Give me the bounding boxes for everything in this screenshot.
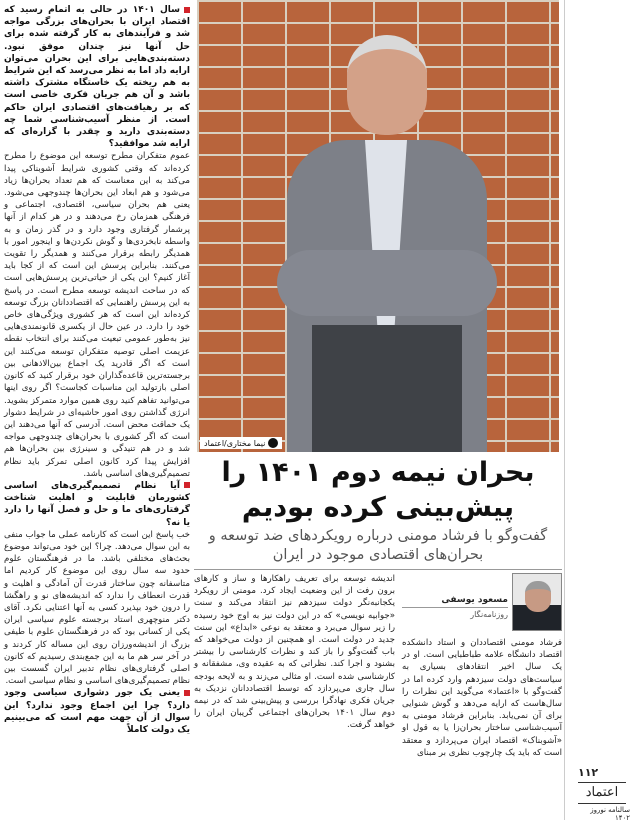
newspaper-logo: اعتماد xyxy=(578,782,626,804)
question-text: یعنی یک جور دشواری سیاسی وجود دارد؟ چرا این اجماع وجود ندارد؟ این سوال از آن جهت مهم است که می‌بینیم یک دولت کاملاً xyxy=(4,688,190,735)
answer-1: عموم متفکران مطرح توسعه این موضوع را مطرح کرده‌اند که وقتی کشوری شرایط آشوبناکی پیدا می‌کند به این معناست که هم تعداد بحران‌ها زیاد می‌شود و هم ابعاد این بحران‌ها چندوجهی می‌شود. یعنی هم بحران سیاسی، اقتصادی، اجتماعی و فرهنگی همزمان رخ می‌دهند و در هر کدام از آنها پرشمار گرفتاری وجود دارد و در گذر زمان و به واسطه نابخردی‌ها و گوش نکردن‌ها و اینجور امور با همدیگر رابطه برقرار می‌کنند و همدیگر را تقویت می‌کنند. بنابراین پرسش این است که از کجا باید آغاز کنیم؟ این یکی از حیاتی‌ترین پرسش‌هایی است که در ساحت اندیشه توسعه مطرح است. در پاسخ به این پرسش راهنمایی که اقتصاددانان بزرگ توسعه کرده‌اند این است که هر کشوری ویژگی‌های خاص خود را دارد. در عین حال از یکسری قانونمندی‌هایی نیز به‌طور عمومی تبعیت می‌کنند برای انتخاب نقطه عزیمت اصلی توصیه متفکران توسعه می‌کنند این است که اگر قادرید یک اجماع بین‌الاذهانی بین برجسته‌ترین قاعده‌گذاران خود برقرار کنید که کانون اصلی بازتولید این مناسبات کجاست؟ اگر روی اینها می‌توانید تفاهم کنید روی همین موارد متمرکز بشوید. انرژی گذاشتن روی امور حاشیه‌ای در شرایط دشوار یک حماقت محض است. آدرسی که آنها می‌دهند این است که اگر کشوری با بحران‌های چندوجهی مواجه شد و در هم تنیدگی و سینرژی بین بحران‌ها هم افزایش پیدا کرد کانون اصلی تمرکز باید نظام تصمیم‌گیری‌های اساسی باشد. xyxy=(4,151,190,479)
author-face xyxy=(525,581,551,612)
photo-caption xyxy=(200,437,282,449)
byline-text xyxy=(402,573,508,633)
divider xyxy=(194,569,562,570)
subtitle: گفت‌وگو با فرشاد مومنی درباره رویکردهای ضد توسعه و بحران‌های اقتصادی موجود در ایران xyxy=(208,528,548,563)
question-3 xyxy=(4,687,190,736)
article-body xyxy=(194,573,562,759)
page-number: ۱۱۲ xyxy=(578,766,599,779)
right-column: فرشاد مومنی اقتصاددان و استاد دانشکده اقتصاد دانشگاه علامه طباطبایی است. او در یک سال اخیر انتقادهای بسیاری به سیاست‌های دولت سیزدهم وارد کرده اما در گفت‌وگو با «اعتماد» می‌گوید این نظرات را سال‌هاست که ارایه می‌دهد و گوش شنوایی برای آن نمی‌یابد. بنابراین فرشاد مومنی به آسیب‌شناسی ساختار بحران‌زا یا به قول او «آشوبناک» اقتصاد ایران می‌پردازد و معتقد است که باید یک چارچوب نظری بر مبنای xyxy=(402,638,562,758)
answer-2: خب پاسخ این است که کارنامه عملی ما جواب منفی به این سوال می‌دهد. چرا؟ این خود می‌تواند موضوع بحث‌های مختلفی باشد. ما در فرهنگستان علوم حدود سه سال روی این موضوع کار کردیم اما متاسفانه چون ساختار قدرت آن آمادگی و اهلیت و قدرت انعطاف را ندارد که اندیشه‌های نو و راهگشا را درون خود بپذیرد کسی به آنها اعتنایی نکرد. آقای دکتر منوچهری استاد برجسته علوم سیاسی ایران یکی از کسانی بود که در فرهنگستان علوم با طیفی بزرگ از اندیشه‌ورزان روی این مساله کار کردند و در آخر سر هم ما به این جمع‌بندی رسیدیم که کانون اصلی گرفتاری‌های نظام تدبیر ایران گسست بین نظام تصمیم‌گیری‌های اساسی و نظام سیاسی است. xyxy=(4,529,190,687)
author-name: مسعود یوسفی xyxy=(402,595,508,608)
issue-label: سالنامه نوروز ۱۴۰۲ xyxy=(590,806,630,822)
author-photo xyxy=(512,573,562,631)
headline: بحران نیمه دوم ۱۴۰۱ را پیش‌بینی کرده بودیم xyxy=(221,457,535,523)
bullet-icon xyxy=(184,690,190,696)
person-head xyxy=(347,35,427,135)
byline xyxy=(402,573,562,633)
intro-block xyxy=(402,573,562,759)
question-2 xyxy=(4,480,190,529)
middle-column: اندیشه توسعه برای تعریف راهکارها و ساز و کارهای برون رفت از این وضعیت ایجاد کرد. مومنی از رویکرد یکجانبه‌نگر دولت سیزدهم نیز انتقاد می‌کند و سنت «جوابیه نویسی» که در این دولت نیز به اوج خود رسیده را زیر سوال می‌برد و معتقد به نوعی «ابداع» این سنت جدید در دولت است. او همچنین از دولت می‌خواهد که باب گفت‌وگو را باز کند و نظرات کارشناسی را بیشتر بشنود و اجرا کند. نظراتی که به عقیده وی، مشفقانه و کارشناسی شده است. او مثالی می‌زند و به لایحه بودجه سال جاری می‌پردازد که توسط اقتصاددانان نزدیک به جریان فکری نهادگرا بررسی و پیش‌بینی شد که در نیمه دوم سال ۱۴۰۱ بحران‌های اجتماعی گریبان ایران را خواهد گرفت. xyxy=(194,574,395,731)
question-1 xyxy=(4,4,190,150)
article-main xyxy=(194,0,562,759)
question-text: آیا نظام تصمیم‌گیری‌های اساسی کشورمان قابلیت و اهلیت شناخت گرفتاری‌های ما و حل و فصل آنها را دارد یا نه؟ xyxy=(4,480,190,528)
person-arms xyxy=(277,250,497,316)
caption-text: نیما مختاری/اعتماد xyxy=(204,438,266,448)
camera-icon xyxy=(268,438,278,448)
left-column xyxy=(4,4,190,736)
bullet-icon xyxy=(184,7,190,13)
author-role: روزنامه‌نگار xyxy=(470,610,508,619)
interview-photo xyxy=(197,0,559,452)
question-text: سال ۱۴۰۱ در حالی به اتمام رسید که اقتصاد ایران با بحران‌های بزرگی مواجه شد و فرآیندهای به کار گرفته شده برای حل آنها نیز چندان موفق نبود. دسته‌بندی‌هایی برای این بحران می‌توان ارایه داد اما به نظر می‌رسد که این شرایط به هم ریخته یک خاستگاه مشترک داشته باشد و آن هم جریان فکری خاصی است که بر رهیافت‌های اقتصادی ایران حاکم است. از منظر آسیب‌شناسی شما چه دسته‌بندی دارید و چقدر با گزاره‌ای که ارایه شد موافقید؟ xyxy=(4,5,190,150)
bullet-icon xyxy=(184,482,190,488)
column-divider xyxy=(564,0,565,820)
person-trousers xyxy=(312,325,462,452)
